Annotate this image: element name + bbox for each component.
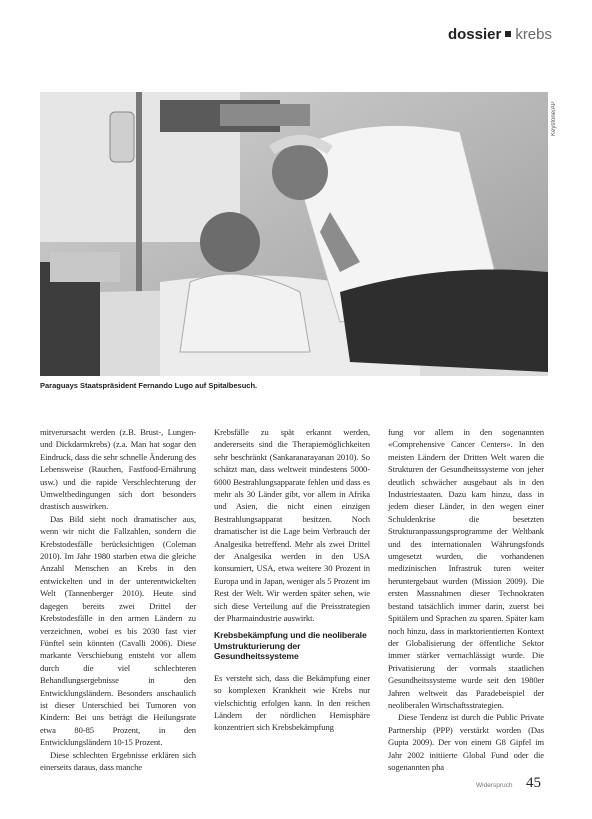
paragraph: mitverursacht werden (z.B. Brust-, Lungen- und Dickdarmkrebs) (z.a. Man hat sogar den Eindruck, dass die sehr schnelle Änderung des Lebensweise (Rauchen, Fastfood-Ernährung usw.) und die rapide Verschlechterung der Umweltbedingungen sich dort besonders drastisch auswirken.	[40, 427, 196, 512]
section-subheading: Krebsbekämpfung und die neoliberale Umstrukturierung der Gesundheitssysteme	[214, 630, 367, 662]
section-label: dossier	[447, 26, 502, 43]
paragraph: Diese schlechten Ergebnisse erklären sich einerseits daraus, dass manche	[40, 749, 196, 772]
bullet-icon	[505, 31, 511, 37]
paragraph: Diese Tendenz ist durch die Public Private Partnership (PPP) verstärkt worden (Das Gupta 2009). Der von einem G8 Gipfel im Jahr 2002 initiierte Global Fund oder die sogenannten pha	[388, 712, 544, 772]
photo-illustration	[40, 92, 548, 376]
text-column-2	[214, 426, 370, 786]
paragraph: fung vor allem in den sogenannten «Comprehensive Cancer Centers». In den meisten Ländern der Dritten Welt waren die Strukturen der Gesundheitssysteme von jeher deutlich schwächer ausgebaut als in den Industriestaaten. Dazu kam hinzu, dass in jedem dieser Länder, in den wegen einer Schuldenkrise die besetzten Strukturanpassungsprogramme der Weltbank und des internationalen Währungsfonds umgesetzt wurden, die vorhandenen medizinischen Infrastruk turen weiter heruntergebaut wurden (Mission 2009). Die ersten Massnahmen dieser Technokraten bestand tatsächlich immer darin, zuerst bei Spitälern und Sprachen zu sparen. Später kam noch hinzu, dass in marktorientierten Kontext der Globalisierung der öffentliche Sektor immer stärker vernachlässigt wurde. Die Privatisierung der vormals staatlichen Gesundheitssysteme wurde seit den 1980er Jahren weltweit das Paradebeispiel der neoliberalen Wirtschaftsstrategien.	[388, 427, 544, 710]
topic-label: krebs	[515, 26, 552, 43]
text-column-3	[388, 426, 544, 772]
page-number: 45	[526, 775, 541, 791]
publication-name: Widerspruch	[476, 782, 513, 789]
text-column-1	[40, 426, 196, 786]
hospital-photo	[40, 92, 548, 376]
photo-caption: Paraguays Staatspräsident Fernando Lugo auf Spitalbesuch.	[40, 381, 258, 390]
paragraph: Es versteht sich, dass die Bekämpfung einer so komplexen Krankheit wie Krebs nur vielschichtig erfolgen kann. In den reichen Ländern der nördlichen Hemisphäre konzentriert sich Krebsbekämpfung	[214, 672, 370, 733]
photo-credit: Keystone/AP	[551, 101, 557, 136]
paragraph: Krebsfälle zu spät erkannt werden, andererseits sind die Therapiemöglichkeiten sehr beschränkt (Sankaranarayanan 2010). So schätzt man, dass weltweit mindestens 5000-6000 Bestrahlungsapparate fehlen und dass es mehr als 30 Länder gibt, vor allem in Afrika und Asien, die nicht einen einzigen Bestrahlungsapparat besitzen. Noch dramatischer ist die Lage beim Verbrauch der Analgesika betreffend. Mehr als zwei Drittel der Analgesika werden in den USA konsumiert, USA, etwa weitere 30 Prozent in Europa und in Japan, weniger als 5 Prozent im Rest der Welt. Wir werden später sehen, wie sich diese Verteilung auf die Preisstrategien der Pharmaindustrie auswirkt.	[214, 427, 370, 624]
paragraph: Das Bild sieht noch dramatischer aus, wenn wir nicht die Fallzahlen, sondern die Krebstodesfälle berücksichtigen (Coleman 2010). Im Jahr 1980 starben etwa die gleiche Anzahl Menschen an Krebs in den entwickelten und in der unterentwickelten Welt (Tannenberger 2010). Heute sind dagegen bereits zwei Drittel der Krebstodesfälle in den armen Ländern zu verzeichnen, wobei es bis 2030 fast vier Fünftel sein könnten (Cavalli 2006). Diese markante Verschiebung entsteht vor allem durch die viel schlechteren Behandlungsergebnisse in den Entwicklungsländern. Besonders anschaulich ist dieser Unterschied bei Tumoren von Kindern: Bei uns beträgt die Heilungsrate etwa 80-85 Prozent, in den Entwicklungsländern 10-15 Prozent.	[40, 513, 196, 748]
section-header	[448, 26, 552, 43]
